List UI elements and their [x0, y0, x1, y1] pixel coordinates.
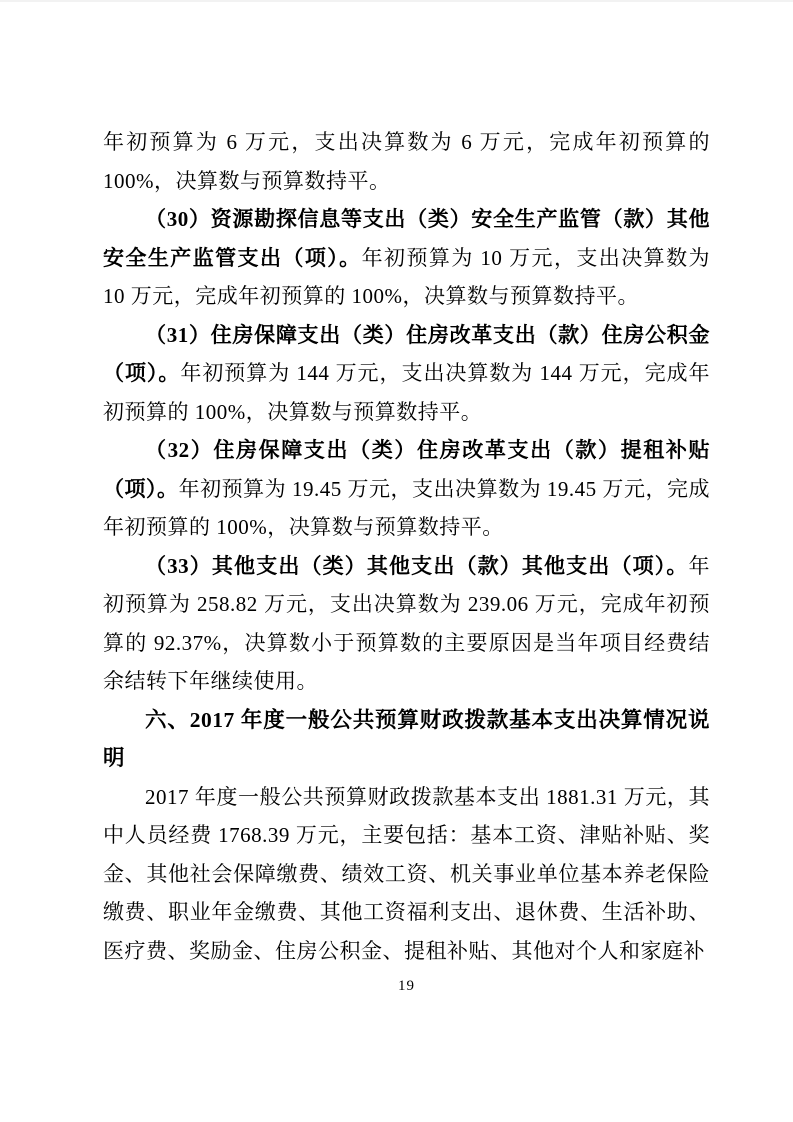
document-body — [103, 123, 710, 970]
item-33-paragraph — [103, 547, 710, 701]
item-32-heading: （32）住房保障支出（类）住房改革支出（款）提租补贴（项）。 — [103, 438, 710, 501]
item-32-paragraph — [103, 431, 710, 547]
item-32-body: 年初预算为 19.45 万元，支出决算数为 19.45 万元，完成年初预算的 100%，决算数与预算数持平。 — [103, 476, 710, 539]
page-number: 19 — [398, 978, 415, 994]
item-33-heading: （33）其他支出（类）其他支出（款）其他支出（项）。 — [145, 553, 689, 578]
item-33-body: 年初预算为 258.82 万元，支出决算数为 239.06 万元，完成年初预算的 92.37%，决算数小于预算数的主要原因是当年项目经费结余结转下年继续使用。 — [103, 553, 710, 693]
item-30-heading: （30）资源勘探信息等支出（类）安全生产监管（款）其他安全生产监管支出（项）。 — [103, 207, 710, 270]
item-31-body: 年初预算为 144 万元，支出决算数为 144 万元，完成年初预算的 100%，决算数与预算数持平。 — [103, 361, 711, 424]
item-30-paragraph — [103, 200, 710, 316]
item-31-paragraph — [103, 316, 710, 432]
continuation-paragraph: 年初预算为 6 万元，支出决算数为 6 万元，完成年初预算的 100%，决算数与预算数持平。 — [103, 130, 710, 193]
section-paragraph: 2017 年度一般公共预算财政拨款基本支出 1881.31 万元，其中人员经费 1768.39 万元，主要包括：基本工资、津贴补贴、奖金、其他社会保障缴费、绩效工资、机关事业单位基本养老保险缴费、职业年金缴费、其他工资福利支出、退休费、生活补助、医疗费、奖励金、住房公积金、提租补贴、其他对个人和家庭补 — [103, 784, 710, 963]
item-31-heading: （31）住房保障支出（类）住房改革支出（款）住房公积金（项）。 — [103, 322, 710, 385]
section-heading: 六、2017 年度一般公共预算财政拨款基本支出决算情况说明 — [103, 707, 710, 770]
item-30-body: 年初预算为 10 万元，支出决算数为 10 万元，完成年初预算的 100%，决算数与预算数持平。 — [103, 245, 711, 308]
